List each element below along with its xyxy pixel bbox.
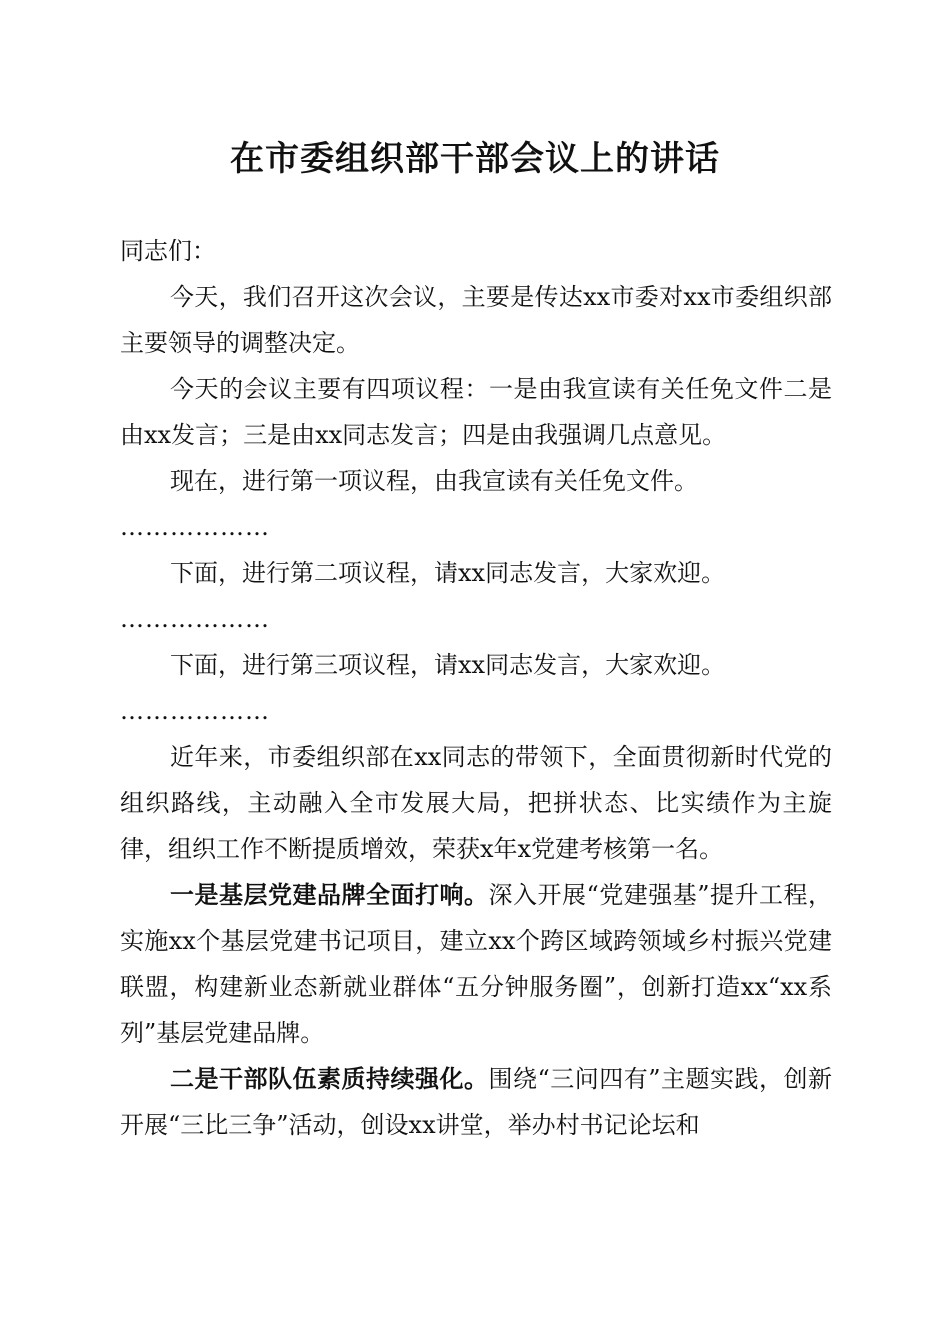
document-body	[120, 228, 832, 1148]
ellipsis-2: ………………	[120, 605, 270, 633]
document-title: 在市委组织部干部会议上的讲话	[230, 139, 720, 179]
paragraph-point-1	[120, 872, 832, 1056]
paragraph-point-2	[120, 1056, 832, 1148]
salutation: 同志们：	[120, 237, 216, 265]
point-1-text: 深入开展“党建强基”提升工程，实施xx个基层党建书记项目，建立xx个跨区域跨领域乡村振兴党建联盟，构建新业态新就业群体“五分钟服务圈”，创新打造xx“xx系列”基层党建品牌。	[120, 881, 832, 1047]
point-2-text: 围绕“三问四有”主题实践，创新开展“三比三争”活动，创设xx讲堂，举办村书记论坛和	[120, 1065, 832, 1139]
ellipsis-1: ………………	[120, 513, 270, 541]
paragraph-item-1: 现在，进行第一项议程，由我宣读有关任免文件。	[170, 467, 698, 495]
paragraph-intro: 今天，我们召开这次会议，主要是传达xx市委对xx市委组织部主要领导的调整决定。	[120, 283, 832, 357]
paragraph-item-2: 下面，进行第二项议程，请xx同志发言，大家欢迎。	[170, 559, 726, 587]
paragraph-achievements: 近年来，市委组织部在xx同志的带领下，全面贯彻新时代党的组织路线，主动融入全市发展大局，把拼状态、比实绩作为主旋律，组织工作不断提质增效，荣获x年x党建考核第一名。	[120, 743, 832, 863]
paragraph-item-3: 下面，进行第三项议程，请xx同志发言，大家欢迎。	[170, 651, 726, 679]
point-2-heading: 二是干部队伍素质持续强化。	[170, 1064, 489, 1093]
ellipsis-3: ………………	[120, 697, 270, 725]
paragraph-agenda: 今天的会议主要有四项议程：一是由我宣读有关任免文件二是由xx发言；三是由xx同志发言；四是由我强调几点意见。	[120, 375, 832, 449]
point-1-heading: 一是基层党建品牌全面打响。	[170, 880, 489, 909]
